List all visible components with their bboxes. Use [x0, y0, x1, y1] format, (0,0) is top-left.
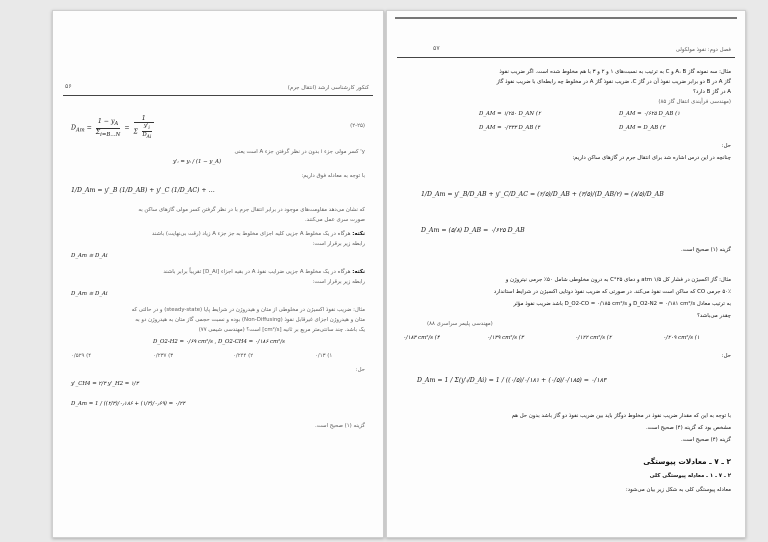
running-header: کنکور کارشناسی ارشد (انتقال جرم) [287, 85, 369, 91]
note-1: نکته: هرگاه در یک مخلوط A جزیی کلیه اجزای مخلوط به جز جزء A زیاد (رقت بی‌نهایت) باشند [152, 231, 365, 237]
subsection-title: ۲ ـ ۷ ـ ۱ ـ معادله پیوستگی کلی [649, 473, 731, 479]
example-line: مثال: گاز اکسیژن در فشار کل ۱/۵ atm و دمای ۲۵°C به درون مخلوطی شامل ۵۰٪ جرمی نیتروژن و [505, 277, 731, 283]
text-line: که نشان می‌دهد مقاومت‌های موجود در برابر انتقال جرم با در نظر گرفتن کسر مولی گازهای ساکن به [138, 207, 365, 213]
option-4: ۰/۵۲۹ (۴ [71, 353, 92, 359]
top-rule [395, 17, 737, 19]
solution-label: حل: [355, 367, 365, 373]
option-1: D_AM = ۰/۶۲۵ D_AB (۱ [619, 111, 681, 117]
option-3: ۰/۲۳۷ (۳ [153, 353, 174, 359]
option-3: D_AM = D_AB (۳ [619, 125, 665, 131]
option-2: ۰/۱۲۲ cm²/s (۲ [575, 335, 612, 341]
section-title: ۲ ـ ۷ ـ معادلات پیوستگی [643, 457, 731, 466]
section-text: معادله پیوستگی کلی به شکل زیر بیان می‌شود: [625, 487, 731, 493]
example-line: A در گاز B دارد؟ [693, 89, 731, 95]
example-line: یک باشد. چند سانتی‌متر مربع بر ثانیه [cm²/s] است؟ (مهندسی شیمی ۷۷) [198, 327, 365, 333]
running-header: فصل دوم: نفوذ مولکولی [675, 47, 731, 53]
example-line: چقدر می‌باشد؟ [697, 313, 731, 319]
text-line: مشخص بود که گزینه (۴) صحیح است. [645, 425, 731, 431]
answer: گزینه (۱) صحیح است. [315, 423, 365, 429]
solution-label: حل: [721, 353, 731, 359]
example-source: (مهندسی فرآیندی انتقال گاز ۸۵) [658, 99, 731, 105]
option-4: ۰/۱۸۳ cm²/s (۴ [403, 335, 440, 341]
header-rule [63, 95, 373, 96]
example-line: مثال: سه نمونه گاز A، B و C به ترتیب به نسبت‌های ۱ و ۲ و ۳ با هم مخلوط شده است. اگر ضریب نفوذ [499, 69, 731, 75]
text-line: رابطه زیر برقرار است: [312, 241, 365, 247]
header-rule [397, 57, 735, 58]
text-line: با توجه به معادله فوق داریم: [301, 173, 365, 179]
example-line: به ترتیب معادل D_O2-N2 = ۰/۱۸۱ cm²/s و D_O2-CO = ۰/۱۸۵ cm²/s باشد ضریب نفوذ مؤثر [513, 301, 731, 307]
equation-expanded: 1/D_Am = y'_B (1/D_AB) + y'_C (1/D_AC) + … [71, 187, 215, 194]
example-line: گاز A در B دو برابر ضریب نفوذ آن در گاز C، ضریب نفوذ گاز A در مخلوط چه رابطه‌ای با ضریب نفوذ گاز [496, 79, 731, 85]
option-2: ۰/۲۴۴ (۲ [233, 353, 254, 359]
example-given: D_O2-H2 = ۰/۶۹ cm²/s , D_O2-CH4 = ۰/۱۸۶ cm²/s [153, 339, 285, 345]
text-line: با توجه به این که مقدار ضریب نفوذ در مخلوط دوگاز باید بین ضریب نفوذ دو گاز باشد بدون حل هم [511, 413, 731, 419]
example-line: مثال: ضریب نفوذ اکسیژن در مخلوطی از متان و هیدروژن در شرایط پایا (steady-state) و در حالتی که [131, 307, 365, 313]
note-2: نکته: هرگاه در یک مخلوط A جزیی ضرایب نفوذ A در بقیه اجزاء [D_Ai] تقریباً برابر باشند [163, 269, 365, 275]
option-2: D_AM = ۱/۲۵۰ D_AN (۲ [479, 111, 541, 117]
equation-number: (۲-۲۵) [350, 123, 365, 129]
equation-dam-1: D_Am ≅ D_Ai [71, 253, 108, 259]
equation-2-25: $D_{Am}$ = $\frac{1 - y_A}{\Sigma_{i=B\dots N}}$ = 1 Σ $\frac{y'_i}{D_{Ai}}$ [71, 115, 156, 141]
page-number: ۵۷ [433, 45, 440, 52]
text-line: y' کسر مولی جزء i بدون در نظر گرفتن جزء A است یعنی [234, 149, 365, 155]
option-1: ۰/۱۳ (۱ [315, 353, 333, 359]
option-1: ۰/۲۰۹ cm²/s (۱ [663, 335, 700, 341]
text-line: رابطه زیر برقرار است: [312, 279, 365, 285]
left-page [52, 10, 384, 538]
text-line: صورت سری عمل می‌کنند. [304, 217, 365, 223]
example-line: متان و هیدروژن اجزای غیرقابل نفوذ (Non-Diffusing) بوده و نسبت حجمی گاز متان به هیدروژن دو به [135, 317, 365, 323]
option-3: ۰/۱۳۹ cm²/s (۳ [487, 335, 524, 341]
solution-equation: D_Am = 1 / Σ(y'ᵢ/D_Ai) = 1 / ((۰/۵)/۰/۱۸۱ + (۰/۵)/۰/۱۸۵) = ۰/۱۸۳ [417, 377, 607, 384]
right-page [386, 10, 746, 538]
answer: گزینه (۱) صحیح است. [681, 247, 731, 253]
example-source: (مهندسی پلیمر سراسری ۸۸) [427, 321, 493, 327]
solution-equation: D_Am = 1 / ((۲/۳)/۰٫۱۸۶ + (۱/۳)/۰٫۶۹) = ۰/۲۴ [71, 401, 186, 407]
solution-equation: 1/D_Am = y'_B/D_AB + y'_C/D_AC = (۲/۵)/D_AB + (۳/۵)/(D_AB/۲) = (۸/۵)/D_AB [421, 191, 664, 198]
solution-intro: چنانچه در این درس اشاره شد برای انتقال جرم در گازهای ساکن داریم: [572, 155, 731, 161]
solution-result: D_Am = (۵/۸) D_AB = ۰/۶۲۵ D_AB [421, 227, 525, 234]
option-4: D_AM = ۰/۳۳۳ D_AB (۴ [479, 125, 541, 131]
equation-dam-2: D_Am ≅ D_Ai [71, 291, 108, 297]
solution-label: حل: [721, 143, 731, 149]
page-number: ۵۶ [65, 83, 72, 90]
solution-y: y'_CH4 = ۲/۳ y'_H2 = ۱/۳ [71, 381, 139, 387]
equation-y-prime: y'ᵢ = yᵢ / (1 − y_A) [173, 159, 222, 165]
example-line: ۵۰٪ جرمی CO که ساکن است نفوذ می‌کند. در صورتی که ضریب نفوذ دوتایی اکسیژن در شرایط استاندارد [493, 289, 731, 295]
answer: گزینه (۴) صحیح است. [681, 437, 731, 443]
